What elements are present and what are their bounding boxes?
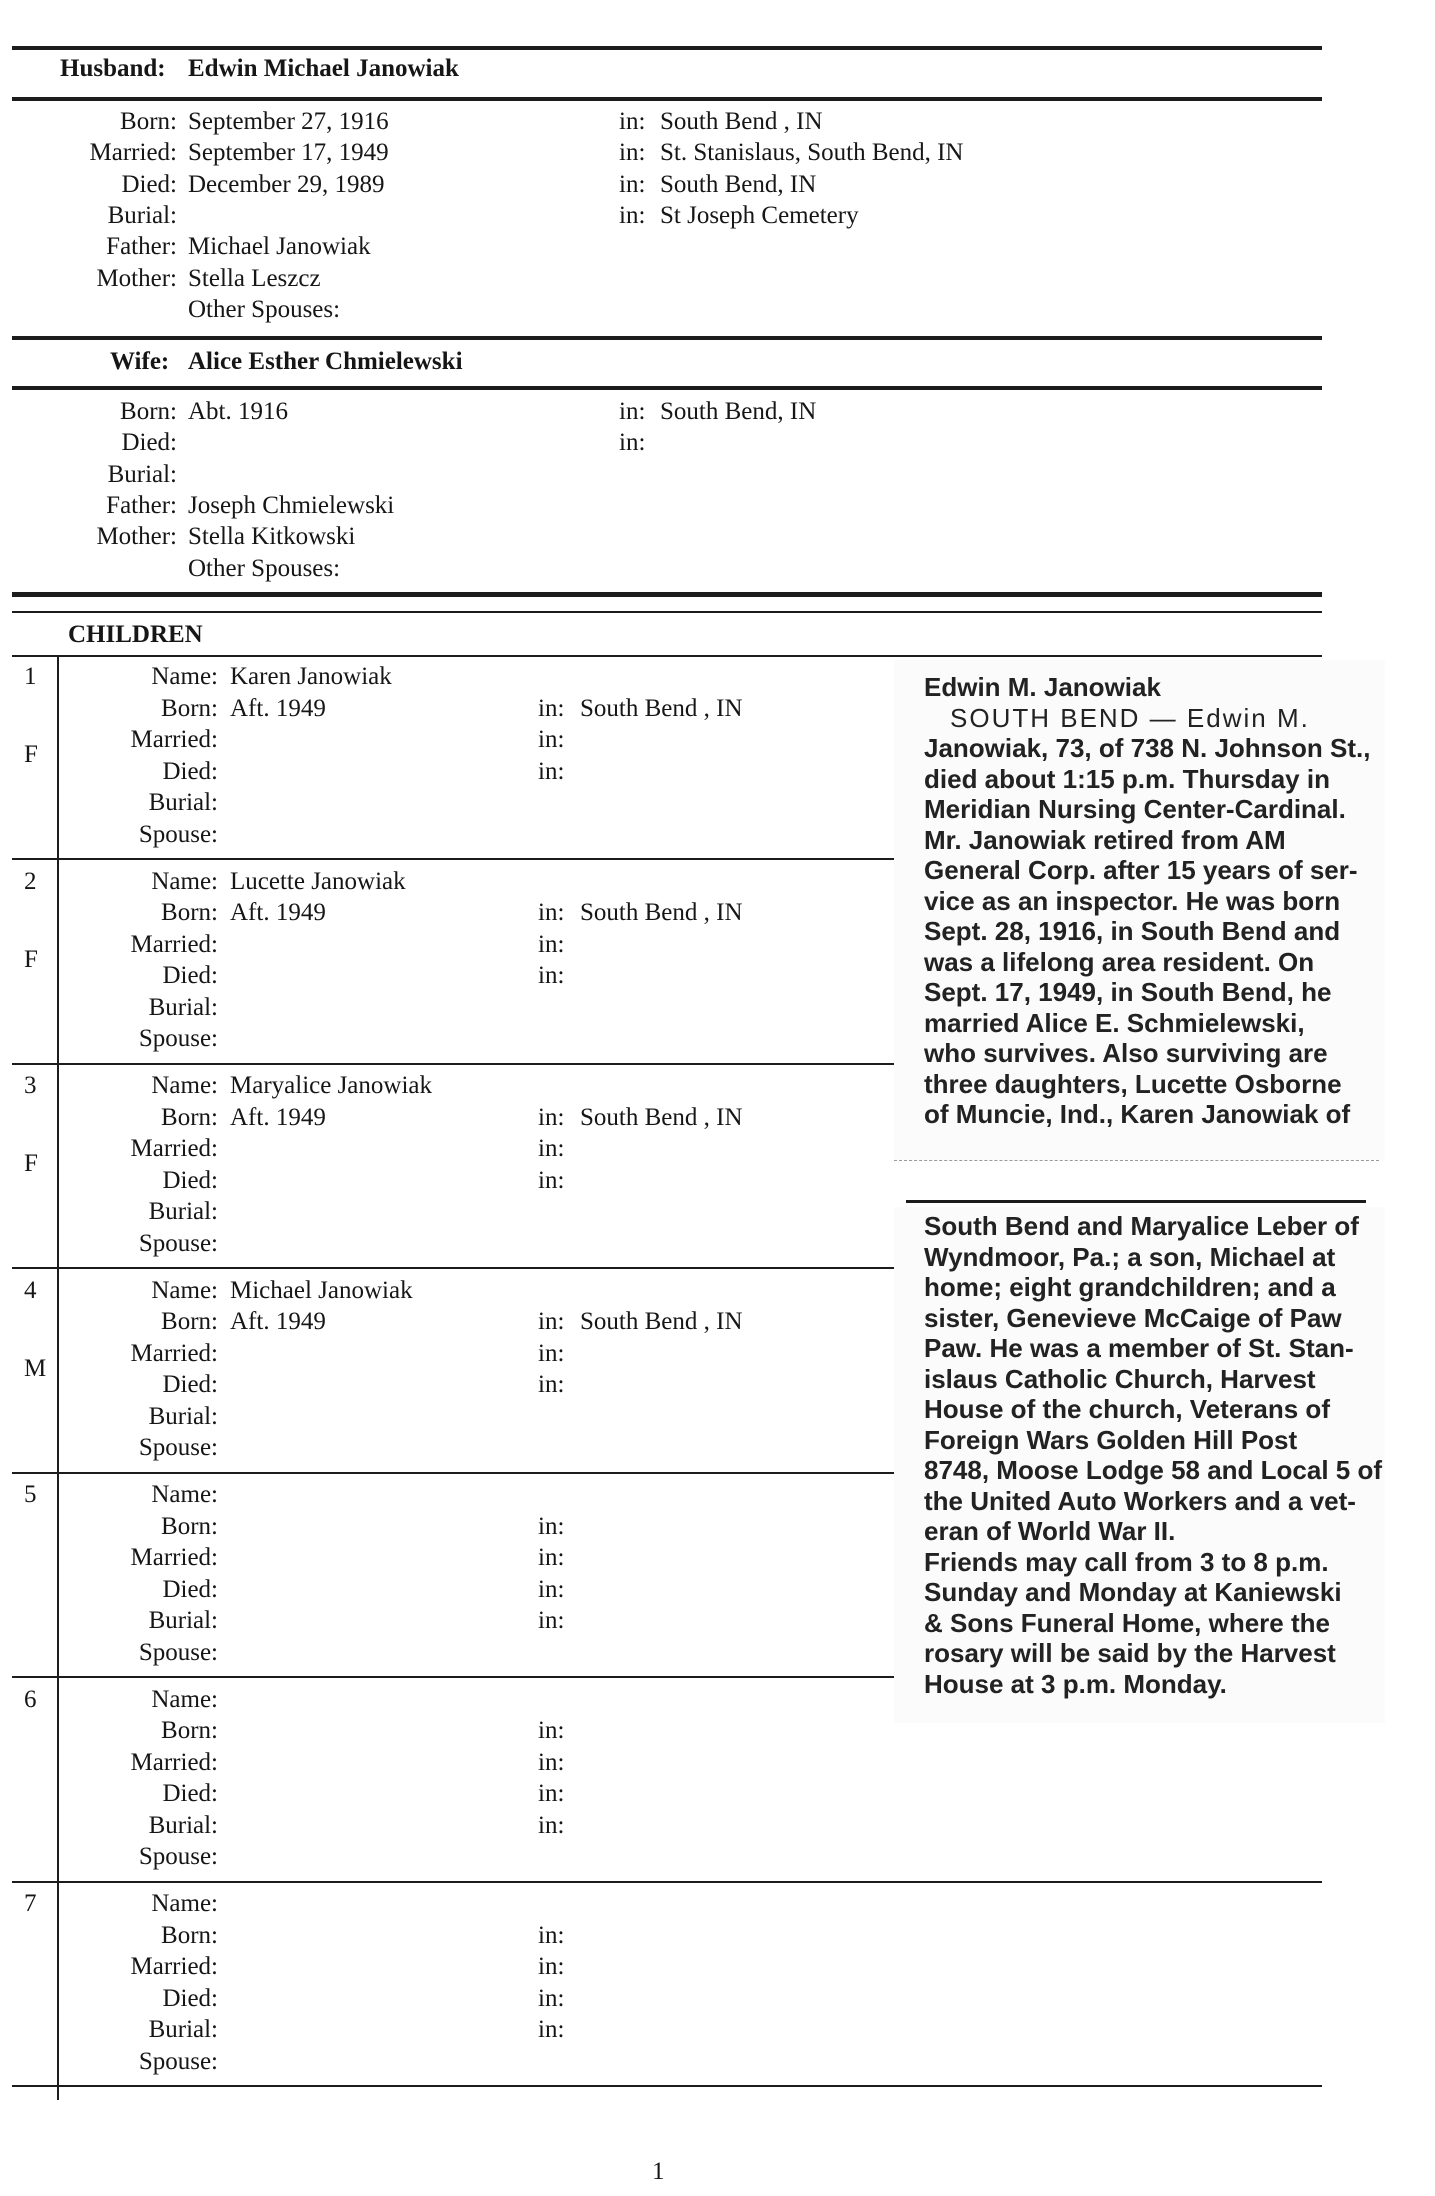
child-sex: F (24, 945, 38, 973)
child-burial-label: Burial: (148, 1811, 218, 1839)
husband-row-place: South Bend, IN (660, 170, 817, 198)
child-number: 7 (24, 1890, 37, 1917)
child-born-label: Born: (161, 899, 218, 926)
wife-row-label: Mother: (96, 523, 177, 551)
child-burial-label: Burial: (148, 1402, 218, 1430)
wife-rule (12, 386, 1322, 390)
child-in-label: in: (538, 1339, 565, 1367)
husband-row-value: Other Spouses: (188, 295, 341, 323)
child-separator-rule (12, 1881, 1322, 1883)
clipping-line: was a lifelong area resident. On (924, 946, 1315, 977)
clipping-line: sister, Genevieve McCaige of Paw (924, 1302, 1342, 1333)
child-name: Karen Janowiak (230, 663, 392, 690)
child-in-label: in: (538, 1512, 565, 1540)
child-in-label: in: (538, 1717, 565, 1744)
clipping-line: the United Auto Workers and a vet- (924, 1485, 1356, 1516)
children-column-divider (57, 657, 59, 2100)
child-born-label: Born: (161, 1308, 218, 1335)
wife-name: Alice Esther Chmielewski (188, 348, 463, 375)
child-in-label: in: (538, 1780, 565, 1807)
clipping-line: of Muncie, Ind., Karen Janowiak of (924, 1099, 1351, 1129)
husband-row-place-label: in: (619, 201, 646, 229)
child-born-label: Born: (161, 1717, 218, 1744)
child-born-label: Born: (161, 694, 218, 722)
husband-rule (12, 97, 1322, 101)
wife-row-place-label: in: (619, 398, 646, 425)
child-sex: F (24, 741, 38, 768)
child-name: Michael Janowiak (230, 1276, 413, 1304)
children-top-rule-2 (12, 611, 1322, 613)
child-in-label: in: (538, 1811, 565, 1839)
child-died-label: Died: (162, 1780, 218, 1807)
child-in-label: in: (538, 1166, 565, 1194)
child-born-label: Born: (161, 1512, 218, 1540)
husband-row-label: Married: (89, 139, 177, 167)
husband-row-value: December 29, 1989 (188, 170, 385, 198)
child-in-label: in: (538, 930, 565, 958)
wife-row-value: Abt. 1916 (188, 398, 288, 425)
clipping-line: Meridian Nursing Center-Cardinal. (924, 794, 1346, 824)
child-number: 2 (24, 867, 37, 895)
child-born-place: South Bend , IN (580, 1103, 743, 1131)
clipping-line: three daughters, Lucette Osborne (924, 1068, 1342, 1099)
husband-name: Edwin Michael Janowiak (188, 55, 459, 82)
child-born: Aft. 1949 (230, 899, 326, 926)
husband-row-place: South Bend , IN (660, 108, 823, 135)
clipping-line: vice as an inspector. He was born (924, 885, 1341, 916)
husband-row-value: September 27, 1916 (188, 108, 389, 135)
husband-row-place: St Joseph Cemetery (660, 201, 859, 229)
child-died-label: Died: (162, 757, 218, 785)
child-born-place: South Bend , IN (580, 1308, 743, 1335)
clipping-line: died about 1:15 p.m. Thursday in (924, 763, 1330, 794)
clipping-line: rosary will be said by the Harvest (924, 1638, 1336, 1668)
child-in-label: in: (538, 1953, 565, 1980)
child-spouse-label: Spouse: (138, 1229, 218, 1257)
wife-row-value: Stella Kitkowski (188, 523, 356, 551)
child-died-label: Died: (162, 962, 218, 989)
child-died-label: Died: (162, 1984, 218, 2012)
child-sex: M (24, 1354, 47, 1382)
clipping-line: Wyndmoor, Pa.; a son, Michael at (924, 1241, 1336, 1272)
child-name-label: Name: (151, 1276, 218, 1304)
clipping-tear-edge (894, 1160, 1379, 1161)
child-married-label: Married: (130, 1135, 218, 1162)
child-sex: F (24, 1150, 38, 1177)
husband-row-label: Father: (106, 233, 177, 261)
wife-row-place-label: in: (619, 429, 646, 457)
child-born: Aft. 1949 (230, 1103, 326, 1131)
clipping-line: & Sons Funeral Home, where the (924, 1607, 1330, 1638)
clipping-line: Friends may call from 3 to 8 p.m. (924, 1546, 1329, 1577)
husband-row-label: Mother: (96, 264, 177, 292)
wife-row-value: Other Spouses: (188, 554, 341, 582)
child-in-label: in: (538, 1984, 565, 2012)
child-name-label: Name: (151, 1481, 218, 1508)
wife-heading-label: Wife: (110, 348, 170, 375)
husband-heading-label: Husband: (60, 55, 166, 82)
clipping-line: who survives. Also surviving are (924, 1038, 1328, 1068)
child-married-label: Married: (130, 1544, 218, 1571)
wife-row-label: Born: (120, 398, 177, 425)
child-spouse-label: Spouse: (138, 820, 218, 848)
clipping-line: SOUTH BEND — Edwin M. (950, 702, 1310, 733)
wife-row-place: South Bend, IN (660, 398, 817, 425)
wife-row-label: Father: (106, 491, 177, 519)
child-burial-label: Burial: (148, 2016, 218, 2043)
clipping-line: 8748, Moose Lodge 58 and Local 5 of (924, 1455, 1383, 1485)
child-number: 5 (24, 1481, 37, 1508)
clipping-line: House of the church, Veterans of (924, 1394, 1330, 1424)
clipping-line: Sept. 28, 1916, in South Bend and (924, 916, 1341, 946)
children-top-rule (12, 592, 1322, 597)
child-in-label: in: (538, 1371, 565, 1398)
child-died-label: Died: (162, 1371, 218, 1398)
clipping-line: eran of World War II. (924, 1516, 1176, 1546)
child-spouse-label: Spouse: (138, 1638, 218, 1666)
clipping-line: General Corp. after 15 years of ser- (924, 855, 1358, 885)
child-born-label: Born: (161, 1103, 218, 1131)
clipping-line: islaus Catholic Church, Harvest (924, 1363, 1316, 1394)
child-in-label: in: (538, 1607, 565, 1634)
obituary-clipping-bottom (894, 1207, 1385, 1723)
child-separator-rule (12, 2085, 1322, 2087)
wife-row-label: Died: (121, 429, 177, 457)
child-married-label: Married: (130, 1339, 218, 1367)
husband-row-value: Michael Janowiak (188, 233, 371, 261)
child-number: 4 (24, 1276, 37, 1304)
husband-row-label: Burial: (107, 201, 177, 229)
child-in-label: in: (538, 694, 565, 722)
child-name-label: Name: (151, 1890, 218, 1917)
child-married-label: Married: (130, 1748, 218, 1776)
child-born-place: South Bend , IN (580, 694, 743, 722)
clipping-line: Sept. 17, 1949, in South Bend, he (924, 977, 1332, 1007)
husband-row-label: Born: (120, 108, 177, 135)
child-burial-label: Burial: (148, 1607, 218, 1634)
clipping-line: Edwin M. Janowiak (924, 672, 1161, 702)
husband-row-value: September 17, 1949 (188, 139, 389, 167)
child-in-label: in: (538, 757, 565, 785)
child-born-place: South Bend , IN (580, 899, 743, 926)
clipping-line: Sunday and Monday at Kaniewski (924, 1577, 1342, 1607)
child-number: 1 (24, 663, 37, 690)
clipping-rule (906, 1200, 1366, 1203)
top-double-rule (12, 46, 1322, 50)
child-married-label: Married: (130, 1953, 218, 1980)
husband-row-label: Died: (121, 170, 177, 198)
child-in-label: in: (538, 1748, 565, 1776)
child-in-label: in: (538, 899, 565, 926)
child-died-label: Died: (162, 1166, 218, 1194)
child-number: 3 (24, 1072, 37, 1099)
child-born: Aft. 1949 (230, 1308, 326, 1335)
child-born-label: Born: (161, 1921, 218, 1949)
child-name-label: Name: (151, 663, 218, 690)
husband-row-place-label: in: (619, 139, 646, 167)
husband-row-place-label: in: (619, 108, 646, 135)
child-in-label: in: (538, 2016, 565, 2043)
child-born: Aft. 1949 (230, 694, 326, 722)
child-burial-label: Burial: (148, 1198, 218, 1225)
child-in-label: in: (538, 1103, 565, 1131)
child-name-label: Name: (151, 867, 218, 895)
child-name: Maryalice Janowiak (230, 1072, 433, 1099)
child-name-label: Name: (151, 1072, 218, 1099)
child-burial-label: Burial: (148, 789, 218, 816)
clipping-line: Janowiak, 73, of 738 N. Johnson St., (924, 733, 1371, 763)
child-in-label: in: (538, 962, 565, 989)
child-died-label: Died: (162, 1575, 218, 1603)
page-number: 1 (652, 2158, 665, 2185)
child-married-label: Married: (130, 726, 218, 753)
child-in-label: in: (538, 1921, 565, 1949)
clipping-line: Foreign Wars Golden Hill Post (924, 1424, 1298, 1455)
wife-top-rule (12, 336, 1322, 340)
child-in-label: in: (538, 1544, 565, 1571)
child-in-label: in: (538, 1135, 565, 1162)
child-married-label: Married: (130, 930, 218, 958)
clipping-line: House at 3 p.m. Monday. (924, 1668, 1227, 1699)
clipping-line: home; eight grandchildren; and a (924, 1272, 1336, 1302)
child-name-label: Name: (151, 1685, 218, 1713)
child-name: Lucette Janowiak (230, 867, 406, 895)
child-in-label: in: (538, 1575, 565, 1603)
child-number: 6 (24, 1685, 37, 1713)
child-spouse-label: Spouse: (138, 1434, 218, 1461)
child-in-label: in: (538, 1308, 565, 1335)
wife-row-value: Joseph Chmielewski (188, 491, 395, 519)
child-in-label: in: (538, 726, 565, 753)
child-burial-label: Burial: (148, 993, 218, 1021)
child-spouse-label: Spouse: (138, 2047, 218, 2075)
clipping-line: Mr. Janowiak retired from AM (924, 824, 1286, 855)
child-spouse-label: Spouse: (138, 1843, 218, 1870)
wife-row-label: Burial: (107, 460, 177, 488)
husband-row-place: St. Stanislaus, South Bend, IN (660, 139, 964, 167)
husband-row-place-label: in: (619, 170, 646, 198)
clipping-line: South Bend and Maryalice Leber of (924, 1211, 1359, 1241)
clipping-line: Paw. He was a member of St. Stan- (924, 1333, 1354, 1363)
child-spouse-label: Spouse: (138, 1025, 218, 1052)
children-heading: CHILDREN (68, 621, 203, 648)
children-heading-rule (12, 655, 1322, 657)
husband-row-value: Stella Leszcz (188, 264, 321, 292)
obituary-clipping-top (894, 660, 1385, 1160)
clipping-line: married Alice E. Schmielewski, (924, 1007, 1305, 1038)
